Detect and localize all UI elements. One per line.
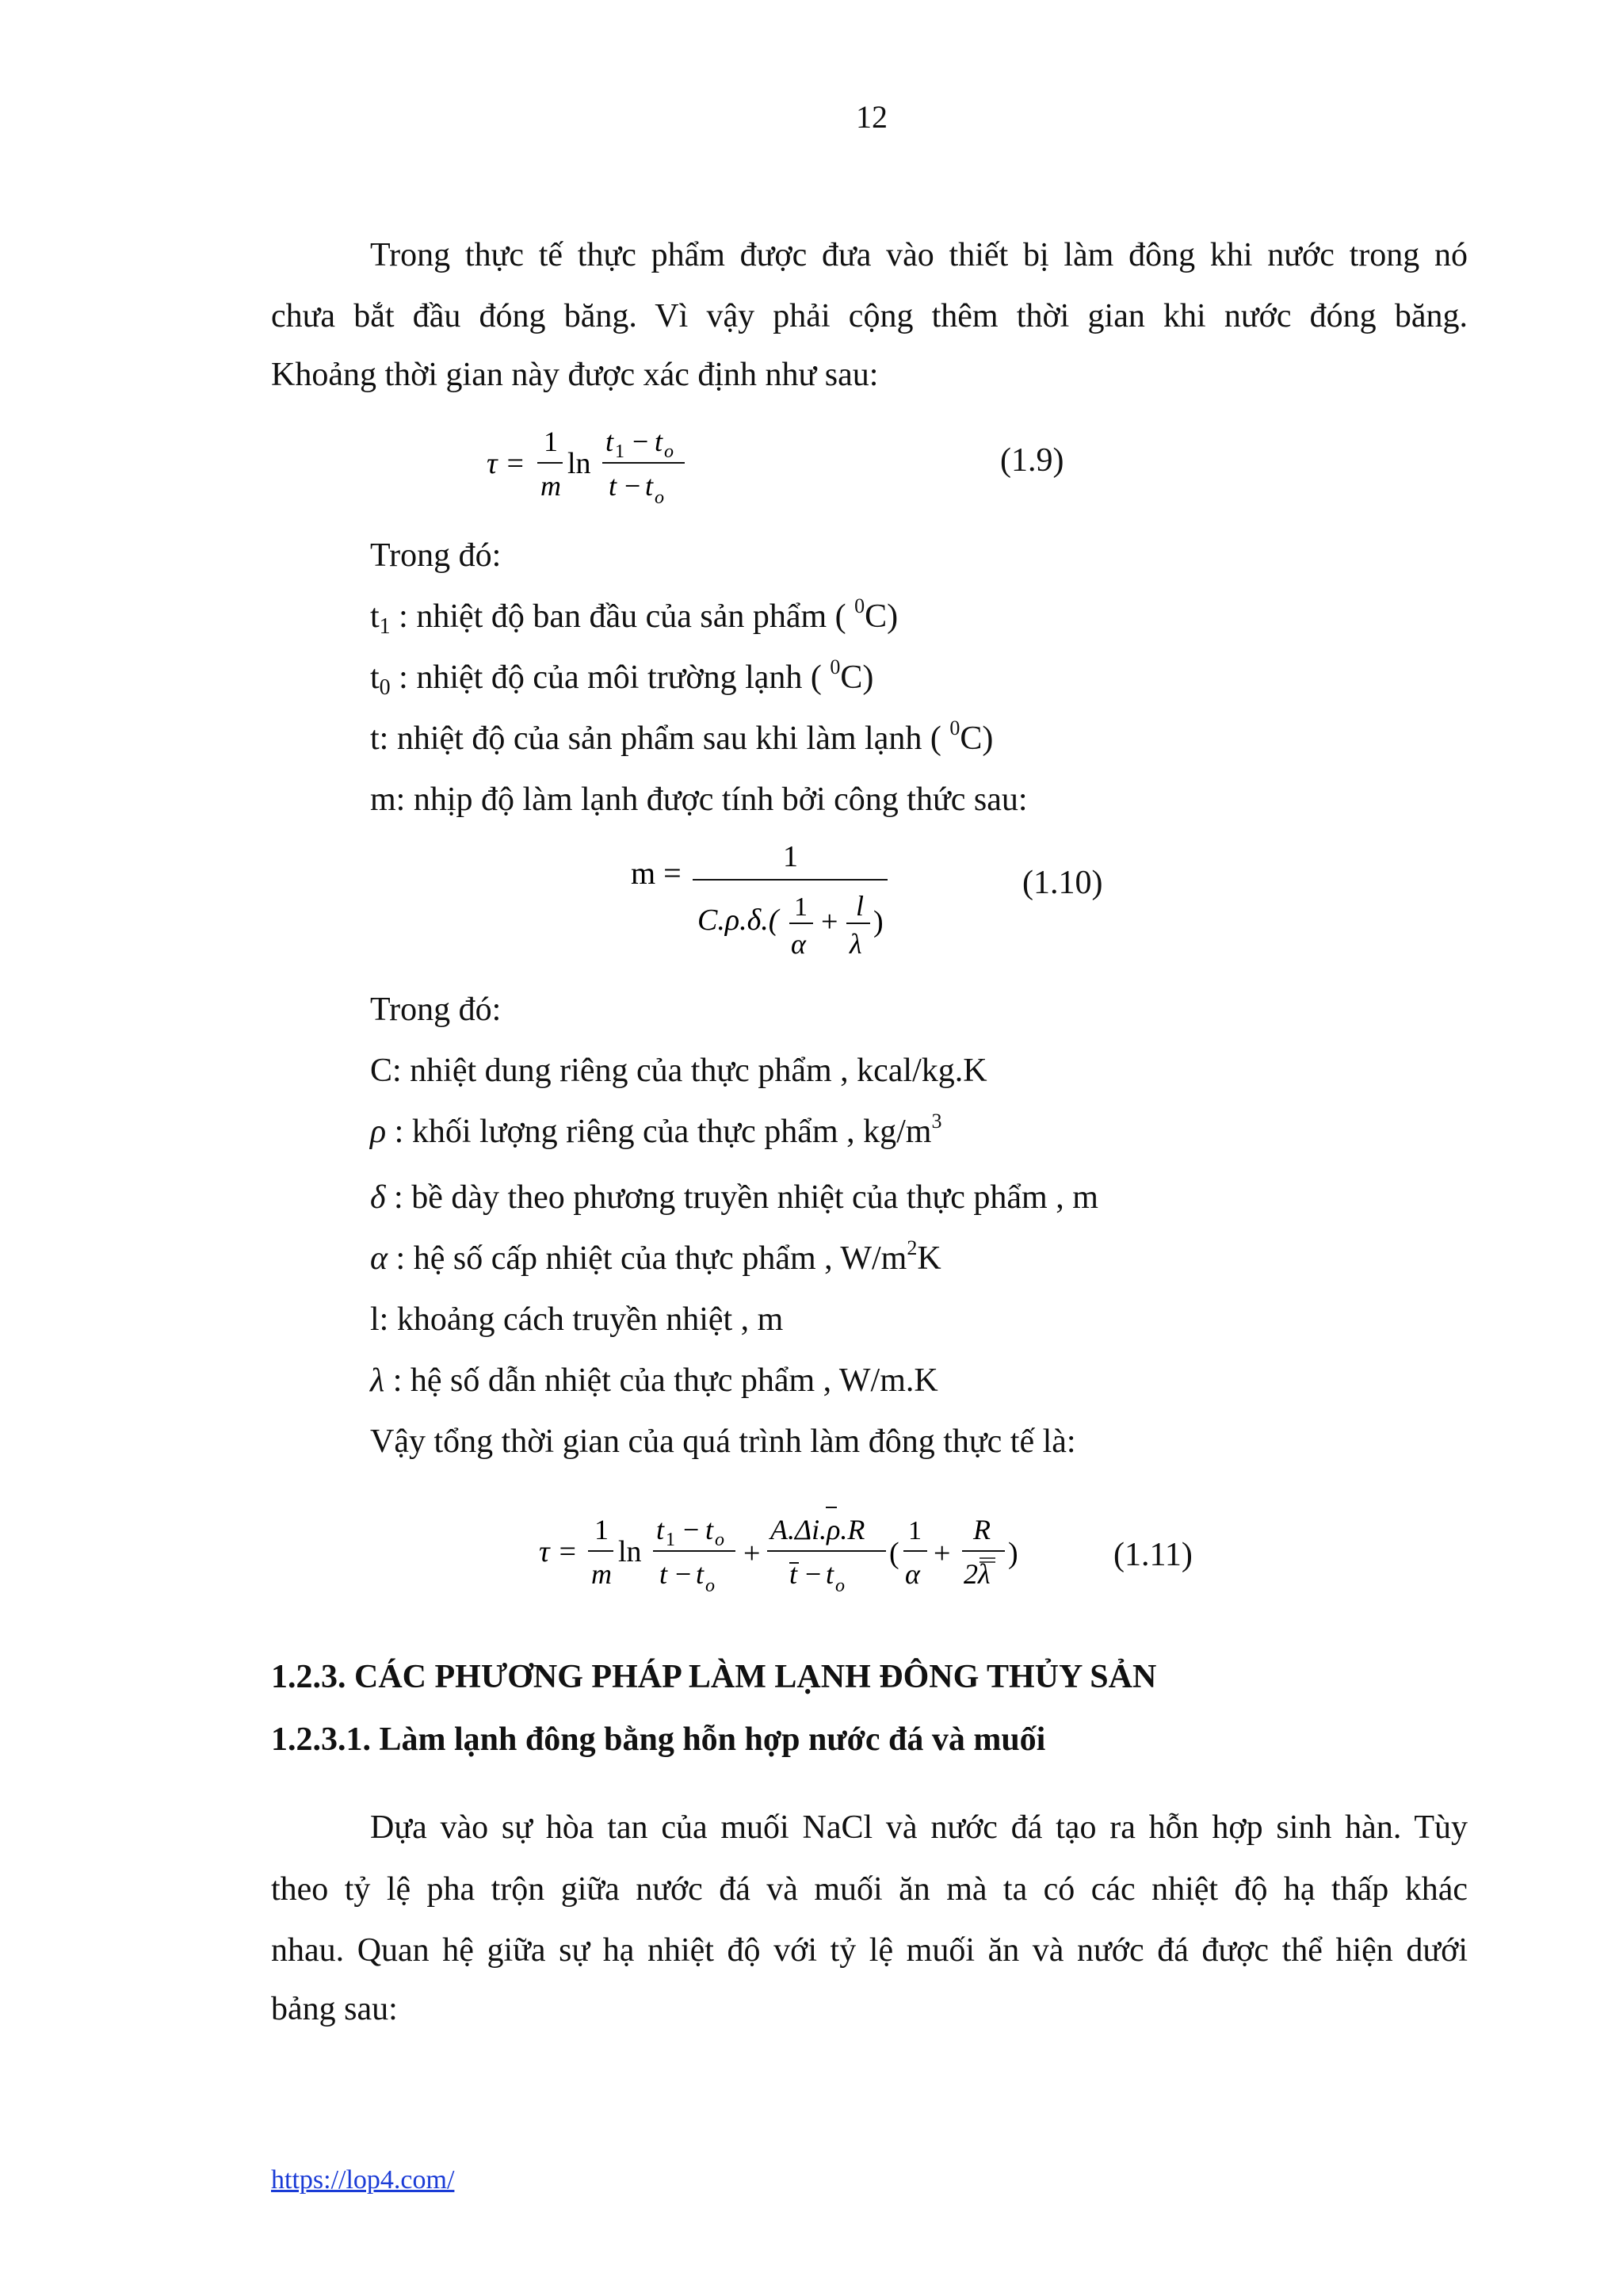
where-2-item-alpha: α : hệ số cấp nhiệt của thực phẩm , $W/m^2K$: [370, 1236, 941, 1277]
where-2-conclusion: Vậy tổng thời gian của quá trình làm đông thực tế là:: [370, 1423, 1076, 1460]
where-1-item-m: m: nhịp độ làm lạnh được tính bởi công thức sau:: [370, 781, 1028, 818]
svg-text:1: 1: [615, 441, 624, 462]
svg-text:−: −: [675, 1558, 692, 1590]
svg-text:t: t: [705, 1514, 714, 1545]
svg-text:): ): [873, 905, 884, 938]
where-1-item-t: t: nhiệt độ của sản phẩm sau khi làm lạnh ( $^0$C): [370, 716, 994, 757]
where-1-item-t0: $t_0$ : nhiệt độ của môi trường lạnh ( $^0$C): [370, 655, 874, 700]
eq2-lhs: m =: [631, 855, 682, 891]
eq1-number: (1.9): [1000, 442, 1064, 479]
svg-text:t: t: [656, 1514, 665, 1545]
svg-text:o: o: [655, 487, 664, 508]
where-2-label: Trong đó:: [370, 991, 502, 1028]
svg-text:C.ρ.δ.(: C.ρ.δ.(: [697, 904, 779, 937]
svg-text:t: t: [655, 426, 663, 457]
eq1-tau: τ =: [487, 447, 525, 480]
svg-text:2λ: 2λ: [964, 1558, 991, 1590]
svg-text:A.Δi.ρ.R: A.Δi.ρ.R: [770, 1514, 865, 1545]
where-2-item-l: l: khoảng cách truyền nhiệt , m: [370, 1301, 784, 1338]
where-1-label: Trong đó:: [370, 537, 502, 574]
svg-text:τ =: τ =: [539, 1535, 578, 1568]
eq1-m: m: [540, 470, 561, 502]
svg-text:R: R: [973, 1514, 991, 1545]
paragraph-2-line-4: bảng sau:: [271, 1991, 398, 2027]
paragraph-2-line-2: theo tỷ lệ pha trộn giữa nước đá và muối ăn mà ta có các nhiệt độ hạ thấp khác: [271, 1871, 1468, 1908]
svg-text:t: t: [659, 1558, 668, 1590]
paragraph-1-line-3: Khoảng thời gian này được xác định như sau:: [271, 357, 879, 393]
svg-text:m: m: [591, 1558, 612, 1590]
svg-text:α: α: [791, 928, 806, 960]
paragraph-1-line-2: chưa bắt đầu đóng băng. Vì vậy phải cộng thêm thời gian khi nước đóng băng.: [271, 298, 1468, 334]
svg-text:1: 1: [594, 1514, 609, 1545]
svg-text:o: o: [835, 1576, 845, 1596]
svg-text:): ): [1008, 1537, 1018, 1570]
where-1-item-t1: $t_1$ : nhiệt độ ban đầu của sản phẩm ( $^0$C): [370, 594, 899, 639]
eq1-ln: ln: [567, 447, 591, 480]
svg-text:+: +: [821, 905, 838, 938]
svg-text:+: +: [934, 1537, 951, 1570]
equation-1-10: [618, 836, 903, 963]
paragraph-2-line-1: Dựa vào sự hòa tan của muối NaCl và nước đá tạo ra hỗn hợp sinh hàn. Tùy: [370, 1809, 1468, 1846]
svg-text:t: t: [789, 1558, 798, 1590]
paragraph-1-line-1: Trong thực tế thực phẩm được đưa vào thiết bị làm đông khi nước trong nó: [370, 237, 1468, 273]
eq2-number: (1.10): [1022, 865, 1103, 901]
svg-text:t: t: [696, 1558, 705, 1590]
svg-text:o: o: [664, 441, 674, 462]
footer-link[interactable]: https://lop4.com/: [271, 2165, 455, 2195]
section-heading: 1.2.3. CÁC PHƯƠNG PHÁP LÀM LẠNH ĐÔNG THỦY SẢN: [271, 1659, 1157, 1695]
svg-text:t: t: [609, 470, 617, 502]
svg-text:+: +: [743, 1537, 761, 1570]
svg-text:1: 1: [783, 840, 798, 873]
svg-text:−: −: [624, 470, 641, 502]
svg-text:1: 1: [666, 1530, 675, 1550]
paragraph-2-line-3: nhau. Quan hệ giữa sự hạ nhiệt độ với tỷ lệ muối ăn và nước đá được thể hiện dưới: [271, 1932, 1468, 1969]
svg-text:o: o: [715, 1530, 724, 1550]
equation-1-9: [475, 416, 713, 511]
equation-1-11: [531, 1498, 1054, 1617]
svg-text:(: (: [889, 1537, 899, 1570]
where-2-item-delta: δ : bề dày theo phương truyền nhiệt của thực phẩm , m: [370, 1179, 1098, 1216]
svg-text:t: t: [605, 426, 614, 457]
where-2-item-lambda: λ : hệ số dẫn nhiệt của thực phẩm , W/m.K: [370, 1362, 938, 1399]
svg-text:−: −: [805, 1558, 822, 1590]
eq3-number: (1.11): [1113, 1537, 1193, 1573]
svg-text:t: t: [645, 470, 654, 502]
svg-text:ln: ln: [618, 1535, 642, 1568]
subsection-heading: 1.2.3.1. Làm lạnh đông bằng hỗn hợp nước đá và muối: [271, 1721, 1046, 1758]
svg-text:1: 1: [794, 892, 808, 922]
eq1-numerator-one: 1: [544, 426, 558, 457]
svg-text:α: α: [905, 1558, 920, 1590]
svg-text:−: −: [683, 1514, 700, 1545]
svg-text:l: l: [856, 890, 865, 922]
svg-text:o: o: [705, 1576, 715, 1596]
svg-text:−: −: [632, 426, 649, 457]
where-2-item-c: C: nhiệt dung riêng của thực phẩm , kcal/kg.K: [370, 1052, 987, 1089]
svg-text:λ: λ: [850, 928, 862, 960]
svg-text:t: t: [826, 1558, 834, 1590]
page-number: 12: [856, 99, 888, 135]
svg-text:1: 1: [908, 1516, 922, 1545]
where-2-item-rho: ρ : khối lượng riêng của thực phẩm , $kg/m^3$: [370, 1110, 942, 1150]
